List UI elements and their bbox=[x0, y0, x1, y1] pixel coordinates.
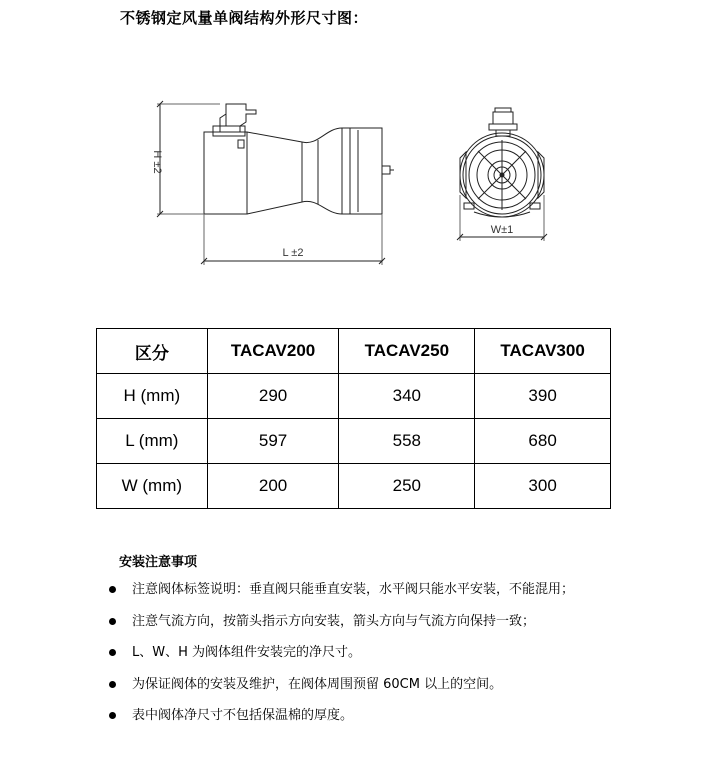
notes-heading: 安装注意事项 bbox=[119, 555, 198, 570]
list-item bbox=[108, 675, 574, 707]
note-text: 表中阀体净尺寸不包括保温棉的厚度。 bbox=[132, 708, 354, 723]
table-header-row bbox=[97, 329, 611, 374]
table-cell: 558 bbox=[339, 419, 475, 464]
list-item bbox=[108, 580, 574, 612]
table-row-label: H (mm) bbox=[97, 374, 208, 419]
note-text: L、W、H 为阀体组件安装完的净尺寸。 bbox=[132, 645, 362, 660]
table-cell: 680 bbox=[475, 419, 611, 464]
table-row bbox=[97, 464, 611, 509]
table-cell: 340 bbox=[339, 374, 475, 419]
table-row-label: W (mm) bbox=[97, 464, 208, 509]
table-row-label: L (mm) bbox=[97, 419, 208, 464]
table-cell: 390 bbox=[475, 374, 611, 419]
dimension-label-h: H ±2 bbox=[151, 150, 163, 174]
table-row bbox=[97, 419, 611, 464]
table-cell: 597 bbox=[207, 419, 339, 464]
table-header-cell: TACAV250 bbox=[339, 329, 475, 374]
table-cell: 200 bbox=[207, 464, 339, 509]
side-view-drawing bbox=[157, 101, 394, 265]
table-cell: 290 bbox=[207, 374, 339, 419]
table-row bbox=[97, 374, 611, 419]
bullet-icon bbox=[109, 712, 116, 719]
table-header-cell: TACAV300 bbox=[475, 329, 611, 374]
page-title: 不锈钢定风量单阀结构外形尺寸图： bbox=[120, 9, 369, 27]
dimension-label-l: L ±2 bbox=[282, 247, 304, 259]
dimension-table bbox=[96, 328, 611, 509]
valve-dimension-drawing bbox=[0, 0, 713, 300]
list-item bbox=[108, 706, 574, 738]
list-item bbox=[108, 612, 574, 644]
front-view-drawing bbox=[457, 108, 547, 241]
note-text: 注意气流方向，按箭头指示方向安装，箭头方向与气流方向保持一致； bbox=[132, 613, 536, 629]
bullet-icon bbox=[109, 649, 116, 656]
table-cell: 250 bbox=[339, 464, 475, 509]
table-cell: 300 bbox=[475, 464, 611, 509]
bullet-icon bbox=[109, 681, 116, 688]
bullet-icon bbox=[109, 586, 116, 593]
list-item bbox=[108, 643, 574, 675]
note-text: 注意阀体标签说明：垂直阀只能垂直安装，水平阀只能水平安装，不能混用； bbox=[132, 582, 575, 597]
note-text: 为保证阀体的安装及维护，在阀体周围预留 60CM 以上的空间。 bbox=[132, 676, 503, 692]
bullet-icon bbox=[109, 618, 116, 625]
table-header-cell: 区分 bbox=[97, 329, 208, 374]
table-header-cell: TACAV200 bbox=[207, 329, 339, 374]
dimension-label-w: W±1 bbox=[490, 224, 514, 236]
notes-list bbox=[108, 580, 574, 738]
